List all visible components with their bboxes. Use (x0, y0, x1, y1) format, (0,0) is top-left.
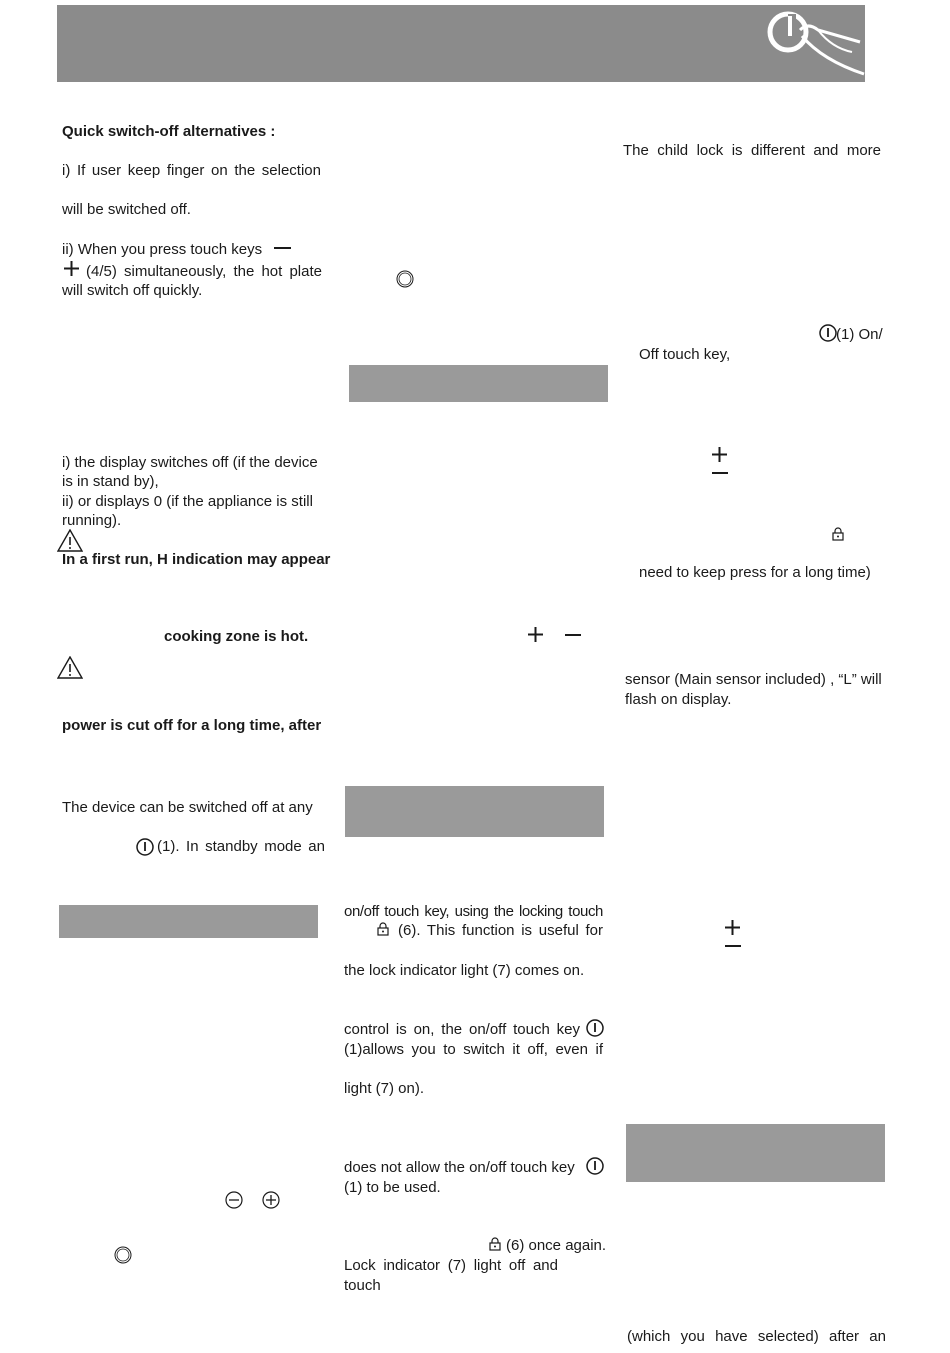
minus-icon (274, 246, 291, 250)
power-icon (586, 1019, 604, 1037)
control-on-text: control is on, the on/off touch key (344, 1021, 580, 1038)
not-allow-text: does not allow the on/off touch key (344, 1159, 575, 1176)
plus-icon (725, 920, 740, 935)
section-heading-box (59, 905, 318, 938)
circle-key-icon (114, 1246, 132, 1264)
warning-icon (57, 656, 83, 679)
off-touch-key-text: Off touch key, (639, 346, 731, 363)
circle-plus-icon (262, 1191, 280, 1209)
power-icon (586, 1157, 604, 1175)
display-off-line-2: is in stand by), (62, 473, 159, 490)
touch-text: touch (344, 1277, 381, 1294)
standby-text: (1). In standby mode an (157, 838, 325, 855)
display-off-line-1: i) the display switches off (if the device (62, 454, 318, 471)
once-again-text: (6) once again. (506, 1237, 607, 1254)
section-heading-box (349, 365, 608, 402)
on-off-label: (1) On/ (836, 326, 883, 343)
minus-icon (712, 471, 728, 475)
keep-press-text: need to keep press for a long time) (639, 564, 871, 581)
power-icon (136, 838, 154, 856)
header-bar (57, 5, 865, 82)
sensor-text: sensor (Main sensor included) , “L” will (625, 671, 882, 688)
quick-switch-off-title: Quick switch-off alternatives : (62, 123, 276, 140)
allows-off-text: (1)allows you to switch it off, even if (344, 1041, 603, 1058)
circle-key-icon (396, 270, 414, 288)
warning-icon (57, 529, 83, 552)
section-heading-box (626, 1124, 885, 1182)
light-on-text: light (7) on). (344, 1080, 425, 1097)
useful-text: (6). This function is useful for (398, 922, 603, 939)
device-switch-off-text: The device can be switched off at any (62, 799, 313, 816)
plus-icon (712, 447, 727, 462)
plus-icon (528, 627, 543, 642)
display-off-line-4: running). (62, 512, 122, 529)
display-off-line-3: ii) or displays 0 (if the appliance is still (62, 493, 313, 510)
minus-icon (565, 633, 581, 637)
indicator-off-text: Lock indicator (7) light off and (344, 1257, 558, 1274)
switch-off-quickly: will switch off quickly. (62, 282, 203, 299)
lock-indicator-text: the lock indicator light (7) comes on. (344, 962, 585, 979)
flash-display-text: flash on display. (625, 691, 732, 708)
quick-alt-ii: ii) When you press touch keys (62, 241, 263, 258)
switched-off-text: will be switched off. (62, 201, 191, 218)
lock-icon (832, 527, 844, 541)
lock-icon (489, 1237, 501, 1251)
power-hand-icon (762, 8, 867, 78)
lock-icon (377, 922, 389, 936)
plus-icon (64, 261, 79, 276)
simultaneous-text: (4/5) simultaneously, the hot plate (86, 263, 322, 280)
section-heading-box (345, 786, 604, 837)
to-be-used-text: (1) to be used. (344, 1179, 441, 1196)
selected-after-text: (which you have selected) after an (627, 1328, 886, 1345)
first-run-warning: In a first run, H indication may appear (62, 551, 331, 568)
power-cut-text: power is cut off for a long time, after (62, 717, 322, 734)
zone-hot-text: cooking zone is hot. (164, 628, 309, 645)
child-lock-text: The child lock is different and more (623, 142, 881, 159)
power-icon (819, 324, 837, 342)
quick-alt-i: i) If user keep finger on the selection (62, 162, 321, 179)
minus-icon (725, 944, 741, 948)
circle-minus-icon (225, 1191, 243, 1209)
onoff-lock-text: on/off touch key, using the locking touch (344, 903, 603, 920)
